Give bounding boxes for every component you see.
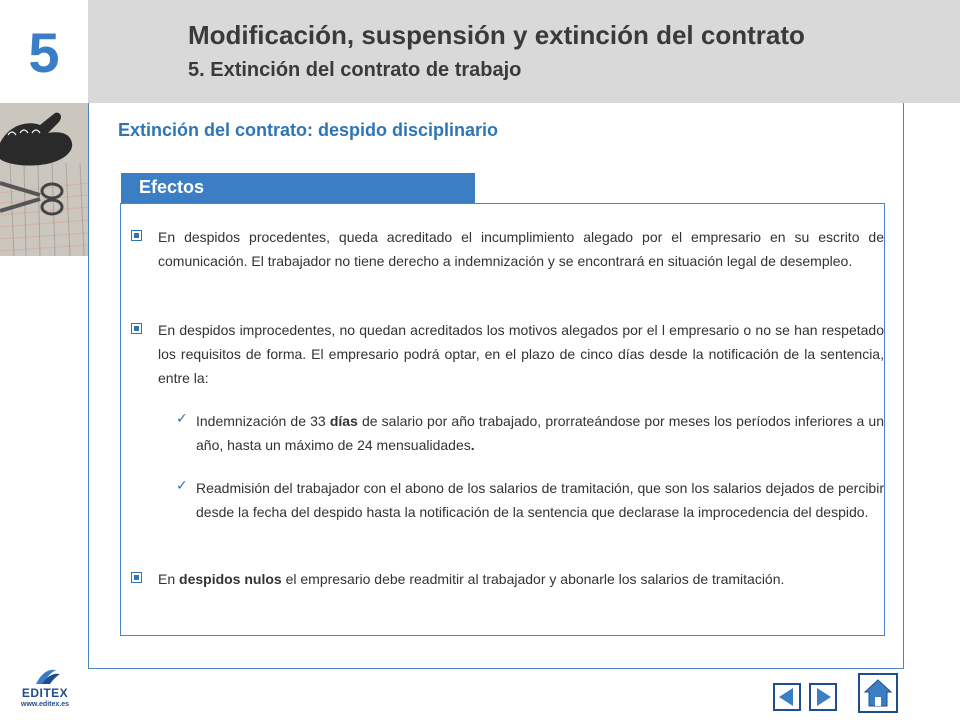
p3-text-b: el empresario debe readmitir al trabajador y abonarle los salarios de tramitación. (281, 571, 785, 587)
logo-text: EDITEX (21, 686, 69, 700)
checkmark-icon: ✓ (176, 477, 188, 493)
bullet-text-nulos (158, 567, 884, 591)
editex-logo-icon (14, 666, 76, 686)
triangle-left-icon (775, 685, 799, 709)
square-bullet-icon (131, 230, 142, 241)
prev-button[interactable] (773, 683, 801, 711)
p3-text-bold: despidos nulos (179, 571, 282, 587)
chapter-number: 5 (28, 21, 60, 84)
editex-logo (14, 666, 76, 714)
list-item (158, 567, 884, 591)
sub-bullet-indemnizacion (196, 409, 884, 457)
square-bullet-icon (131, 572, 142, 583)
page-subtitle: 5. Extinción del contrato de trabajo (188, 59, 522, 81)
efectos-tab (121, 173, 475, 203)
efectos-label: Efectos (139, 177, 205, 197)
sub1-text-end: . (470, 437, 475, 453)
list-item (196, 409, 884, 457)
square-bullet-icon (131, 323, 142, 334)
sub1-text-b: de salario por año trabajado, prorrateándose por meses los períodos inferiores a un año, hasta un máximo de 24 mensualidades (196, 413, 884, 453)
home-icon (860, 675, 896, 711)
hand-scissors-illustration (0, 103, 88, 256)
header-bar (88, 0, 960, 103)
sub1-text-bold: días (329, 413, 358, 429)
triangle-right-icon (811, 685, 835, 709)
bullet-text-improcedentes: En despidos improcedentes, no quedan acreditados los motivos alegados por el l empresario o no se han respetado los requisitos de forma. El empresario podrá optar, en el plazo de cinco días desde la notificación de la sentencia, entre la: (158, 322, 884, 386)
list-item (196, 476, 884, 524)
home-button[interactable] (858, 673, 898, 713)
chapter-illustration (0, 103, 88, 256)
next-button[interactable] (809, 683, 837, 711)
logo-url: www.editex.es (21, 701, 69, 708)
section-title: Extinción del contrato: despido disciplinario (118, 120, 499, 140)
bullet-text-procedentes: En despidos procedentes, queda acreditado el incumplimiento alegado por el empresario en su escrito de comunicación. El trabajador no tiene derecho a indemnización y se encontrará en situación legal de desempleo. (158, 229, 884, 269)
sub-bullet-readmision: Readmisión del trabajador con el abono de los salarios de tramitación, que son los salarios dejados de percibir desde la fecha del despido hasta la notificación de la sentencia que declarase la improcedencia del despido. (196, 480, 884, 520)
list-item (158, 225, 884, 273)
p3-text-a: En (158, 571, 180, 587)
sub1-text-a: Indemnización de 33 (196, 413, 330, 429)
list-item (158, 318, 884, 390)
page-title: Modificación, suspensión y extinción del contrato (188, 20, 805, 50)
checkmark-icon: ✓ (176, 410, 188, 426)
